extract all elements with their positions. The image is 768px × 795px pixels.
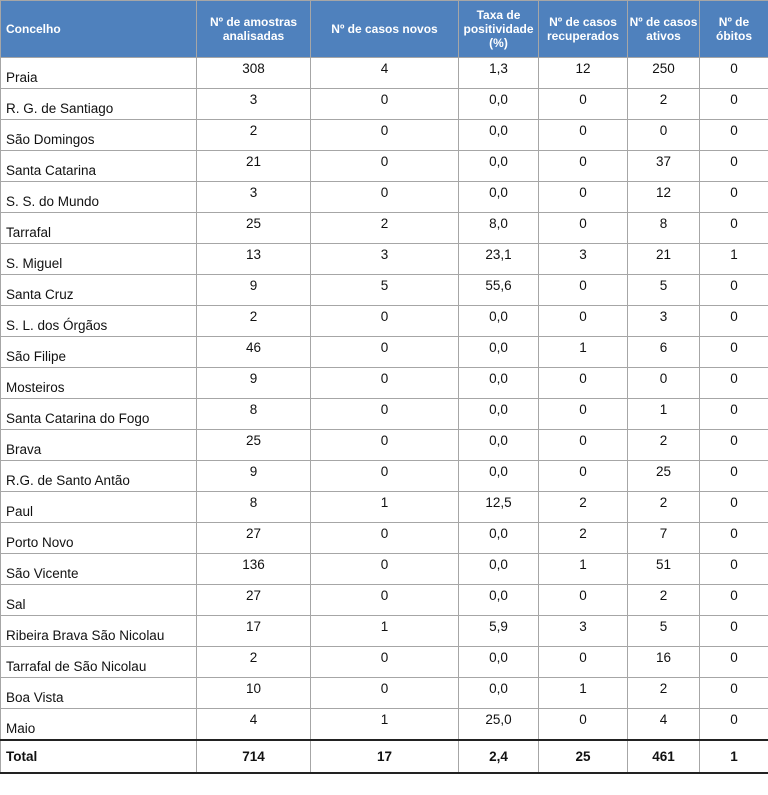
casos-novos-cell: 0 [311, 182, 459, 213]
concelho-cell: S. Miguel [1, 244, 197, 275]
casos-recuperados-cell: 0 [539, 120, 628, 151]
amostras-cell: 3 [197, 182, 311, 213]
obitos-cell: 0 [700, 368, 768, 399]
table-row [1, 492, 768, 523]
casos-novos-cell: 1 [311, 709, 459, 740]
amostras-cell: 3 [197, 89, 311, 120]
casos-novos-cell: 17 [311, 740, 459, 773]
obitos-cell: 0 [700, 585, 768, 616]
table-row [1, 151, 768, 182]
taxa-positividade-cell: 0,0 [459, 399, 539, 430]
table-row [1, 306, 768, 337]
amostras-cell: 9 [197, 461, 311, 492]
casos-ativos-cell: 2 [628, 678, 700, 709]
taxa-positividade-cell: 1,3 [459, 58, 539, 89]
casos-novos-cell: 1 [311, 616, 459, 647]
casos-recuperados-cell: 0 [539, 213, 628, 244]
casos-novos-cell: 0 [311, 89, 459, 120]
casos-novos-cell: 0 [311, 306, 459, 337]
col-concelho-header: Concelho [1, 1, 197, 58]
col-casos-recuperados-header: Nº de casos recuperados [539, 1, 628, 58]
amostras-cell: 21 [197, 151, 311, 182]
casos-ativos-cell: 0 [628, 368, 700, 399]
obitos-cell: 0 [700, 306, 768, 337]
taxa-positividade-cell: 0,0 [459, 647, 539, 678]
table-row [1, 58, 768, 89]
casos-ativos-cell: 2 [628, 89, 700, 120]
amostras-cell: 308 [197, 58, 311, 89]
concelho-cell: Santa Catarina [1, 151, 197, 182]
taxa-positividade-cell: 55,6 [459, 275, 539, 306]
casos-ativos-cell: 21 [628, 244, 700, 275]
taxa-positividade-cell: 25,0 [459, 709, 539, 740]
table-row [1, 213, 768, 244]
casos-ativos-cell: 5 [628, 275, 700, 306]
concelho-cell: Brava [1, 430, 197, 461]
taxa-positividade-cell: 2,4 [459, 740, 539, 773]
concelho-cell: Total [1, 740, 197, 773]
taxa-positividade-cell: 0,0 [459, 120, 539, 151]
casos-recuperados-cell: 25 [539, 740, 628, 773]
obitos-cell: 0 [700, 337, 768, 368]
amostras-cell: 10 [197, 678, 311, 709]
casos-recuperados-cell: 0 [539, 275, 628, 306]
obitos-cell: 0 [700, 120, 768, 151]
amostras-cell: 2 [197, 647, 311, 678]
casos-recuperados-cell: 0 [539, 585, 628, 616]
amostras-cell: 9 [197, 368, 311, 399]
concelho-cell: São Vicente [1, 554, 197, 585]
amostras-cell: 136 [197, 554, 311, 585]
amostras-cell: 8 [197, 399, 311, 430]
casos-novos-cell: 0 [311, 678, 459, 709]
col-taxa-positividade-header: Taxa de positividade (%) [459, 1, 539, 58]
amostras-cell: 27 [197, 585, 311, 616]
amostras-cell: 25 [197, 213, 311, 244]
amostras-cell: 714 [197, 740, 311, 773]
obitos-cell: 0 [700, 213, 768, 244]
casos-novos-cell: 0 [311, 399, 459, 430]
casos-ativos-cell: 1 [628, 399, 700, 430]
obitos-cell: 0 [700, 709, 768, 740]
casos-recuperados-cell: 1 [539, 554, 628, 585]
taxa-positividade-cell: 0,0 [459, 368, 539, 399]
concelho-cell: São Domingos [1, 120, 197, 151]
taxa-positividade-cell: 0,0 [459, 461, 539, 492]
concelho-cell: Ribeira Brava São Nicolau [1, 616, 197, 647]
taxa-positividade-cell: 12,5 [459, 492, 539, 523]
concelho-cell: Tarrafal [1, 213, 197, 244]
concelho-cell: Mosteiros [1, 368, 197, 399]
casos-recuperados-cell: 0 [539, 368, 628, 399]
casos-recuperados-cell: 0 [539, 182, 628, 213]
obitos-cell: 0 [700, 461, 768, 492]
obitos-cell: 0 [700, 523, 768, 554]
table-row [1, 399, 768, 430]
amostras-cell: 27 [197, 523, 311, 554]
concelho-cell: Paul [1, 492, 197, 523]
casos-ativos-cell: 5 [628, 616, 700, 647]
amostras-cell: 4 [197, 709, 311, 740]
concelho-cell: Santa Catarina do Fogo [1, 399, 197, 430]
col-obitos-header: Nº de óbitos [700, 1, 768, 58]
obitos-cell: 0 [700, 616, 768, 647]
concelho-cell: Praia [1, 58, 197, 89]
casos-recuperados-cell: 0 [539, 306, 628, 337]
casos-ativos-cell: 16 [628, 647, 700, 678]
casos-ativos-cell: 37 [628, 151, 700, 182]
casos-recuperados-cell: 1 [539, 678, 628, 709]
casos-novos-cell: 0 [311, 554, 459, 585]
casos-novos-cell: 3 [311, 244, 459, 275]
table-row [1, 244, 768, 275]
amostras-cell: 17 [197, 616, 311, 647]
concelho-cell: Porto Novo [1, 523, 197, 554]
obitos-cell: 0 [700, 430, 768, 461]
amostras-cell: 2 [197, 120, 311, 151]
casos-novos-cell: 0 [311, 151, 459, 182]
table-row [1, 368, 768, 399]
taxa-positividade-cell: 5,9 [459, 616, 539, 647]
obitos-cell: 0 [700, 89, 768, 120]
amostras-cell: 8 [197, 492, 311, 523]
casos-recuperados-cell: 0 [539, 430, 628, 461]
obitos-cell: 1 [700, 244, 768, 275]
table-row [1, 709, 768, 740]
taxa-positividade-cell: 0,0 [459, 151, 539, 182]
concelho-cell: Sal [1, 585, 197, 616]
table-row [1, 430, 768, 461]
casos-ativos-cell: 51 [628, 554, 700, 585]
taxa-positividade-cell: 0,0 [459, 554, 539, 585]
casos-novos-cell: 0 [311, 120, 459, 151]
casos-recuperados-cell: 0 [539, 151, 628, 182]
taxa-positividade-cell: 0,0 [459, 430, 539, 461]
taxa-positividade-cell: 0,0 [459, 523, 539, 554]
table-row [1, 120, 768, 151]
concelho-cell: R.G. de Santo Antão [1, 461, 197, 492]
table-row [1, 523, 768, 554]
casos-novos-cell: 0 [311, 523, 459, 554]
casos-ativos-cell: 3 [628, 306, 700, 337]
casos-novos-cell: 4 [311, 58, 459, 89]
taxa-positividade-cell: 0,0 [459, 306, 539, 337]
casos-recuperados-cell: 3 [539, 616, 628, 647]
table-row [1, 647, 768, 678]
casos-ativos-cell: 8 [628, 213, 700, 244]
casos-ativos-cell: 25 [628, 461, 700, 492]
casos-ativos-cell: 2 [628, 430, 700, 461]
obitos-cell: 0 [700, 182, 768, 213]
casos-novos-cell: 0 [311, 430, 459, 461]
table-row [1, 89, 768, 120]
casos-novos-cell: 1 [311, 492, 459, 523]
casos-recuperados-cell: 2 [539, 523, 628, 554]
casos-ativos-cell: 7 [628, 523, 700, 554]
obitos-cell: 0 [700, 492, 768, 523]
taxa-positividade-cell: 0,0 [459, 182, 539, 213]
casos-recuperados-cell: 12 [539, 58, 628, 89]
obitos-cell: 0 [700, 275, 768, 306]
total-row [1, 740, 768, 773]
obitos-cell: 0 [700, 647, 768, 678]
casos-ativos-cell: 4 [628, 709, 700, 740]
col-casos-novos-header: Nº de casos novos [311, 1, 459, 58]
casos-ativos-cell: 12 [628, 182, 700, 213]
table-row [1, 275, 768, 306]
table-row [1, 585, 768, 616]
taxa-positividade-cell: 8,0 [459, 213, 539, 244]
concelho-cell: S. L. dos Órgãos [1, 306, 197, 337]
casos-ativos-cell: 6 [628, 337, 700, 368]
casos-ativos-cell: 250 [628, 58, 700, 89]
casos-recuperados-cell: 1 [539, 337, 628, 368]
table-row [1, 337, 768, 368]
taxa-positividade-cell: 0,0 [459, 337, 539, 368]
casos-ativos-cell: 461 [628, 740, 700, 773]
taxa-positividade-cell: 23,1 [459, 244, 539, 275]
table-row [1, 461, 768, 492]
obitos-cell: 0 [700, 554, 768, 585]
casos-ativos-cell: 2 [628, 492, 700, 523]
col-amostras-header: Nº de amostras analisadas [197, 1, 311, 58]
casos-novos-cell: 0 [311, 337, 459, 368]
amostras-cell: 2 [197, 306, 311, 337]
casos-novos-cell: 2 [311, 213, 459, 244]
casos-recuperados-cell: 0 [539, 647, 628, 678]
casos-ativos-cell: 2 [628, 585, 700, 616]
obitos-cell: 0 [700, 678, 768, 709]
concelho-cell: Boa Vista [1, 678, 197, 709]
taxa-positividade-cell: 0,0 [459, 678, 539, 709]
casos-recuperados-cell: 2 [539, 492, 628, 523]
casos-recuperados-cell: 0 [539, 89, 628, 120]
taxa-positividade-cell: 0,0 [459, 89, 539, 120]
col-casos-ativos-header: Nº de casos ativos [628, 1, 700, 58]
amostras-cell: 46 [197, 337, 311, 368]
casos-recuperados-cell: 0 [539, 461, 628, 492]
table-row [1, 554, 768, 585]
casos-ativos-cell: 0 [628, 120, 700, 151]
obitos-cell: 0 [700, 151, 768, 182]
concelho-cell: Santa Cruz [1, 275, 197, 306]
amostras-cell: 13 [197, 244, 311, 275]
header-row [1, 1, 768, 58]
casos-recuperados-cell: 0 [539, 399, 628, 430]
table-row [1, 182, 768, 213]
casos-novos-cell: 0 [311, 368, 459, 399]
concelho-cell: Maio [1, 709, 197, 740]
table-row [1, 678, 768, 709]
concelho-cell: R. G. de Santiago [1, 89, 197, 120]
concelho-cell: S. S. do Mundo [1, 182, 197, 213]
obitos-cell: 0 [700, 58, 768, 89]
casos-novos-cell: 0 [311, 585, 459, 616]
taxa-positividade-cell: 0,0 [459, 585, 539, 616]
casos-novos-cell: 5 [311, 275, 459, 306]
concelho-cell: Tarrafal de São Nicolau [1, 647, 197, 678]
table-row [1, 616, 768, 647]
amostras-cell: 9 [197, 275, 311, 306]
casos-novos-cell: 0 [311, 461, 459, 492]
table-body [1, 58, 768, 773]
amostras-cell: 25 [197, 430, 311, 461]
obitos-cell: 0 [700, 399, 768, 430]
concelho-cell: São Filipe [1, 337, 197, 368]
casos-recuperados-cell: 3 [539, 244, 628, 275]
casos-recuperados-cell: 0 [539, 709, 628, 740]
obitos-cell: 1 [700, 740, 768, 773]
casos-novos-cell: 0 [311, 647, 459, 678]
